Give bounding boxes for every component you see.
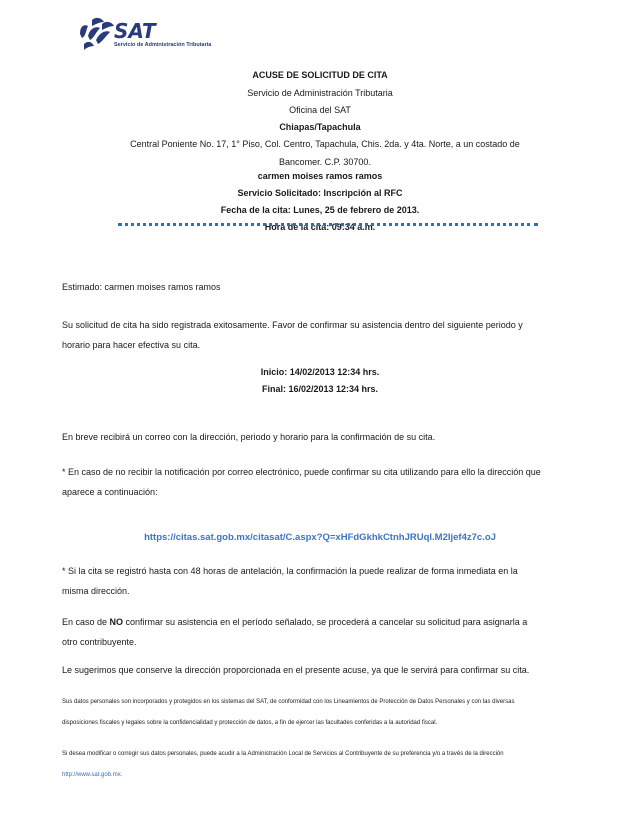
modify-data-notice [62, 744, 552, 786]
office-location: Chiapas/Tapachula [279, 122, 361, 132]
logo-wordmark: SAT [114, 19, 156, 43]
office-address: Central Poniente No. 17, 1° Piso, Col. Centro, Tapachula, Chis. 2da. y 4ta. Norte, a un costado de Bancomer. C.P. 30700. [130, 139, 520, 167]
cancellation-notice [62, 612, 542, 652]
email-notice: En breve recibirá un correo con la dirección, periodo y horario para la confirmación de su cita. [62, 432, 436, 442]
appointment-date: Fecha de la cita: Lunes, 25 de febrero de 2013. [220, 205, 420, 215]
confirmation-link[interactable]: https://citas.sat.gob.mx/citasat/C.aspx?Q=xHFdGkhkCtnhJRUql.M2Ijef4z7c.oJ [144, 532, 496, 543]
office-name: Oficina del SAT [289, 105, 351, 115]
greeting: Estimado: carmen moises ramos ramos [62, 282, 221, 292]
sat-logo [78, 14, 228, 54]
advance-notice: * Si la cita se registró hasta con 48 horas de antelación, la confirmación la puede realizar de forma inmediata en la misma dirección. [62, 566, 518, 596]
sat-logo-icon [78, 14, 228, 54]
document-title: ACUSE DE SOLICITUD DE CITA [252, 70, 388, 80]
period-start: Inicio: 14/02/2013 12:34 hrs. [260, 367, 380, 377]
modify-text: Si desea modificar o corregir sus datos personales, puede acudir a la Administración Local de Servicios al Contribuyente de su preferencia y/o a través de la dirección [62, 751, 504, 757]
no-email-notice: * En caso de no recibir la notificación por correo electrónico, puede confirmar su cita utilizando para ello la dirección que aparece a continuación: [62, 467, 541, 497]
org-name: Servicio de Administración Tributaria [247, 88, 393, 98]
cancellation-post: confirmar su asistencia en el período señalado, se procederá a cancelar su solicitud para asignarla a otro contribuyente. [62, 617, 528, 647]
confirmation-paragraph: Su solicitud de cita ha sido registrada exitosamente. Favor de confirmar su asistencia dentro del siguiente periodo y horario para hacer efectiva su cita. [62, 320, 523, 350]
requested-service: Servicio Solicitado: Inscripción al RFC [237, 188, 403, 198]
sat-website-link[interactable]: http://www.sat.gob.mx. [62, 772, 123, 778]
keep-address-notice: Le sugerimos que conserve la dirección proporcionada en el presente acuse, ya que le servirá para confirmar su cita. [62, 665, 530, 675]
logo-tagline: Servicio de Administración Tributaria [114, 42, 212, 48]
privacy-notice: Sus datos personales son incorporados y protegidos en los sistemas del SAT, de conformidad con los Lineamientos de Protección de Datos Personales y con las diversas disposiciones fiscales y legales sobre la confidencialidad y protección de datos, a fin de ejercer las facultades conferidas a la autoridad fiscal. [62, 699, 515, 726]
appointment-time: Hora de la cita: 09:34 a.m. [264, 222, 376, 232]
dotted-divider [118, 223, 538, 226]
cancellation-no: NO [109, 617, 124, 627]
period-end: Final: 16/02/2013 12:34 hrs. [261, 384, 379, 394]
cancellation-pre: En caso de [62, 617, 110, 627]
applicant-name: carmen moises ramos ramos [257, 171, 383, 181]
